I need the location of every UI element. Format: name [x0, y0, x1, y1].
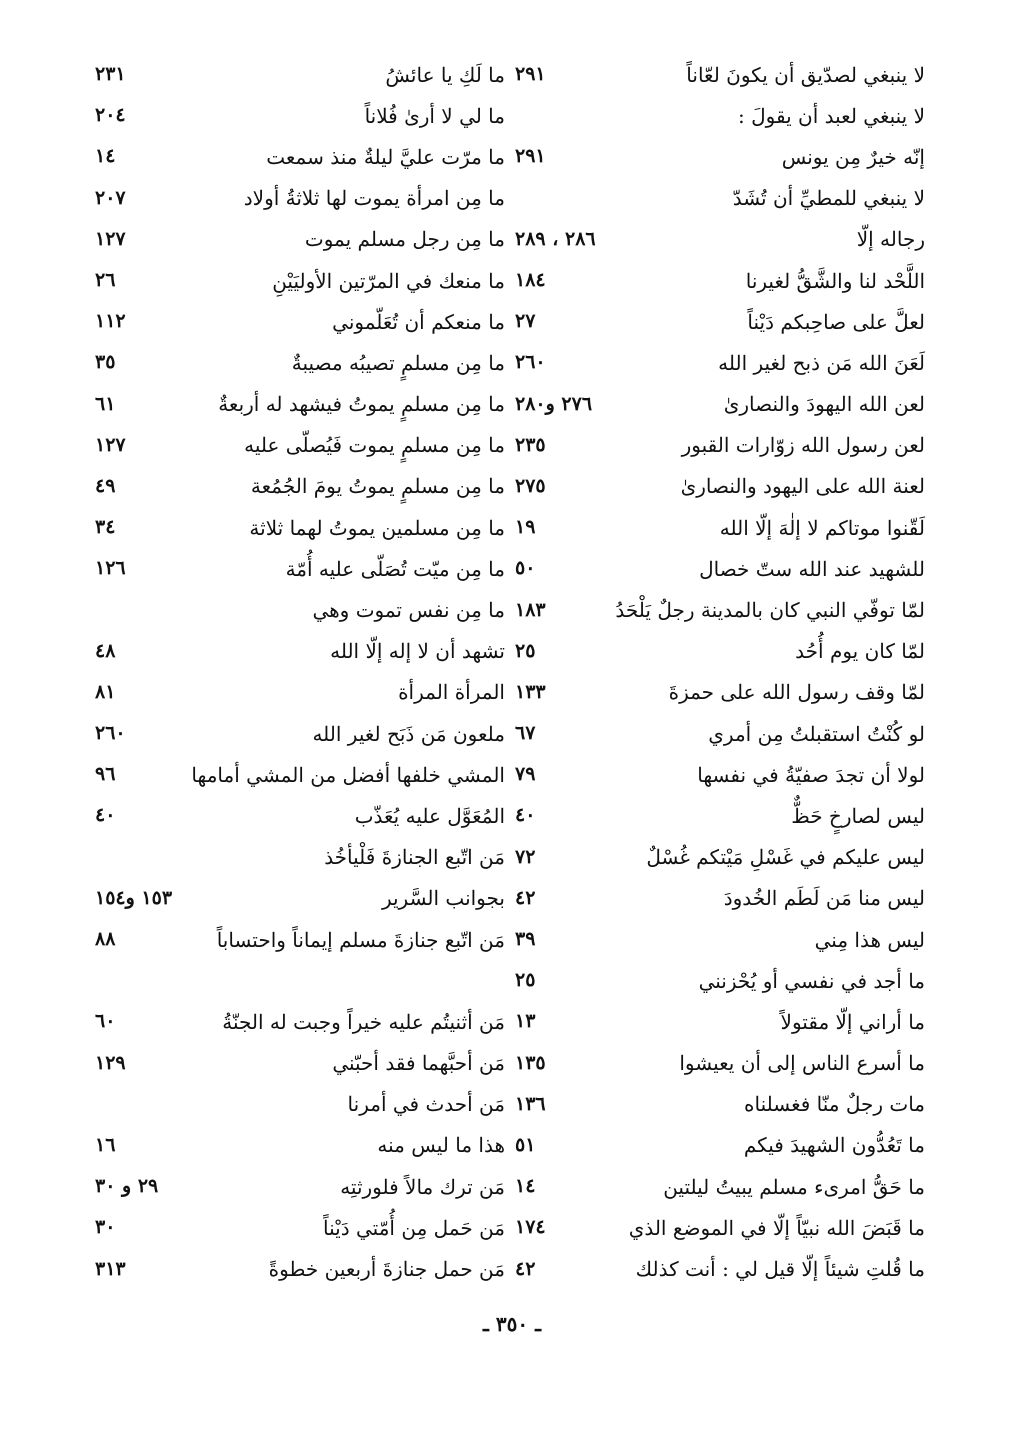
entry-page-number: ١٣٣ — [515, 680, 546, 703]
index-entry — [95, 507, 505, 548]
entry-text: اللَّحْد لنا والشَّقُّ لغيرنا — [745, 268, 925, 293]
index-entry — [95, 960, 505, 1001]
entry-text: المشي خلفها أفضل من المشي أمامها — [191, 762, 505, 787]
entry-text: لمّا توفّي النبي كان بالمدينة رجلٌ يَلْحَدُ — [615, 598, 925, 623]
entry-page-number: ٨١ — [95, 680, 116, 703]
entry-page-number: ٦٠ — [95, 1010, 116, 1033]
entry-text: لا ينبغي للمطيِّ أن تُشَدّ — [732, 186, 925, 211]
entry-page-number: ٣٩ — [515, 928, 536, 951]
entry-page-number: ٢٦٠ — [95, 722, 126, 745]
entry-page-number: ١٨٤ — [515, 269, 546, 292]
entry-text: مَن أحبَّهما فقد أحبّني — [332, 1051, 505, 1076]
index-entry — [95, 631, 505, 672]
index-entry — [95, 95, 505, 136]
entry-page-number: ١٣٦ — [515, 1092, 546, 1115]
index-entry — [515, 1248, 925, 1289]
entry-text: ما مِن مسلمٍ تصيبُه مصيبةٌ — [291, 350, 505, 375]
entry-page-number: ١٦ — [95, 1133, 116, 1156]
entry-page-number: ٧٩ — [515, 763, 536, 786]
entry-text: للشهيد عند الله ستّ خصال — [699, 556, 925, 581]
entry-text: لعلَّ على صاحِبكم دَيْناً — [747, 309, 925, 334]
entry-text: ما مرّت عليَّ ليلةٌ منذ سمعت — [266, 144, 505, 169]
entry-page-number: ٢٧٦ و٢٨٠ — [515, 392, 593, 415]
index-entry — [95, 466, 505, 507]
entry-text: ما حَقُّ امرىء مسلم يبيتُ ليلتين — [663, 1174, 925, 1199]
index-entry — [95, 384, 505, 425]
index-entry — [95, 837, 505, 878]
index-entry — [515, 466, 925, 507]
entry-page-number: ٨٨ — [95, 928, 116, 951]
entry-page-number: ١٨٣ — [515, 598, 546, 621]
entry-text: لا ينبغي لعبد أن يقولَ : — [738, 103, 925, 128]
index-entry — [95, 219, 505, 260]
entry-page-number: ٣٤ — [95, 516, 116, 539]
entry-text: المرأة المرأة — [398, 680, 505, 705]
entry-text: بجوانب السَّرير — [381, 886, 505, 911]
index-entry — [515, 713, 925, 754]
index-entry — [515, 754, 925, 795]
entry-page-number: ٢٣١ — [95, 63, 126, 86]
entry-text: مَن ترك مالاً فلورثتِه — [340, 1174, 505, 1199]
entry-page-number: ١٤ — [515, 1175, 536, 1198]
entry-page-number: ٢٠٤ — [95, 104, 126, 127]
entry-page-number: ٦١ — [95, 392, 116, 415]
entry-text: لمّا وقف رسول الله على حمزةَ — [668, 680, 925, 705]
index-entry — [515, 136, 925, 177]
index-entry — [515, 837, 925, 878]
entry-text: لمّا كان يوم أُحُد — [795, 639, 925, 664]
entry-text: رجاله إلّا — [856, 227, 925, 252]
entry-page-number: ٤٠ — [95, 804, 116, 827]
entry-text: ما مِن مسلمٍ يموتُ يومَ الجُمُعة — [250, 474, 505, 499]
index-entry — [95, 260, 505, 301]
entry-text: ما مِن ميّت تُصَلّى عليه أُمّة — [285, 556, 505, 581]
entry-page-number: ٧٢ — [515, 845, 536, 868]
entry-page-number: ٢٩١ — [515, 63, 546, 86]
entry-page-number: ١٢٧ — [95, 433, 126, 456]
entry-text: ما لَكِ يا عائشُ — [385, 62, 505, 87]
entry-text: ما قُلتِ شيئاً إلّا قيل لي : أنت كذلك — [635, 1257, 925, 1282]
entry-page-number: ٢٨٦ ، ٢٨٩ — [515, 227, 596, 250]
entry-text: مَن أحدث في أمرنا — [347, 1092, 505, 1117]
entry-text: مَن أثنيتُم عليه خيراً وجبت له الجنّةُ — [222, 1009, 505, 1034]
entry-text: ما تَعُدُّون الشهيدَ فيكم — [743, 1133, 925, 1158]
entry-page-number: ٤٢ — [515, 886, 536, 909]
entry-page-number: ٢٥ — [515, 969, 536, 992]
entry-page-number: ٣٥ — [95, 351, 116, 374]
index-entry — [515, 301, 925, 342]
entry-page-number: ٢٩ و ٣٠ — [95, 1175, 159, 1198]
index-entry — [95, 1043, 505, 1084]
index-entry — [515, 1043, 925, 1084]
entry-page-number: ٢٦ — [95, 269, 116, 292]
entry-text: ليس لصارخٍ حَظٌّ — [791, 803, 925, 828]
index-entry — [95, 878, 505, 919]
index-entry — [515, 631, 925, 672]
index-entry — [515, 342, 925, 383]
entry-page-number: ٢٧ — [515, 310, 536, 333]
entry-page-number: ٣١٣ — [95, 1257, 126, 1280]
index-entry — [515, 795, 925, 836]
entry-page-number: ١١٢ — [95, 310, 126, 333]
entry-text: ما منعك في المرّتين الأوليَيْنِ — [272, 268, 505, 293]
entry-text: مَن حمل جنازةَ أربعين خطوةً — [268, 1257, 505, 1282]
entry-text: ما مِن مسلمٍ يموت فَيُصلّى عليه — [244, 433, 505, 458]
entry-text: ما مِن نفس تموت وهي — [312, 598, 505, 623]
index-entry — [95, 342, 505, 383]
entry-page-number: ٩٦ — [95, 763, 116, 786]
left-column — [95, 54, 505, 1290]
entry-text: مَن اتّبع جنازةَ مسلم إيماناً واحتساباً — [216, 927, 505, 952]
entry-text: ما قَبَضَ الله نبيّاً إلّا في الموضع الذي — [628, 1215, 925, 1240]
entry-page-number: ١٢٧ — [95, 227, 126, 250]
index-entry — [515, 1125, 925, 1166]
index-entry — [95, 754, 505, 795]
entry-page-number: ٥٠ — [515, 557, 536, 580]
index-entry — [95, 795, 505, 836]
index-entry — [95, 548, 505, 589]
index-entry — [515, 178, 925, 219]
entry-page-number: ٤٠ — [515, 804, 536, 827]
index-entry — [95, 425, 505, 466]
index-entry — [515, 507, 925, 548]
page-number: ـ ٣٥٠ ـ — [483, 1312, 541, 1336]
entry-page-number: ١٩ — [515, 516, 536, 539]
entry-page-number: ١٣ — [515, 1010, 536, 1033]
index-entry — [515, 219, 925, 260]
entry-text: لا ينبغي لصدّيق أن يكونَ لعّاناً — [686, 62, 925, 87]
entry-text: ما أراني إلّا مقتولاً — [780, 1009, 925, 1034]
entry-page-number: ١٣٥ — [515, 1051, 546, 1074]
index-entry — [515, 384, 925, 425]
entry-text: ليس هذا مِني — [814, 927, 925, 952]
index-entry — [515, 672, 925, 713]
index-entry — [95, 1248, 505, 1289]
entry-page-number: ١٤ — [95, 145, 116, 168]
entry-text: لَقّنوا موتاكم لا إلٰهَ إلّا الله — [719, 515, 925, 540]
index-entry — [95, 919, 505, 960]
entry-text: ما مِن امرأة يموت لها ثلاثةُ أولاد — [243, 186, 505, 211]
index-entry — [95, 1166, 505, 1207]
entry-page-number: ١٥٣ و١٥٤ — [95, 886, 173, 909]
index-entry — [515, 919, 925, 960]
entry-text: المُعَوَّل عليه يُعَذّب — [354, 803, 505, 828]
index-entry — [515, 1084, 925, 1125]
index-entry — [515, 878, 925, 919]
index-entry — [95, 713, 505, 754]
entry-page-number: ٦٧ — [515, 722, 536, 745]
entry-page-number: ٢٦٠ — [515, 351, 546, 374]
entry-page-number: ٢٣٥ — [515, 433, 546, 456]
index-entry — [95, 54, 505, 95]
index-entry — [95, 589, 505, 630]
entry-page-number: ٤٩ — [95, 474, 116, 497]
entry-text: ملعون مَن ذَبَح لغير الله — [312, 721, 505, 746]
entry-text: ما أسرع الناس إلى أن يعيشوا — [679, 1051, 925, 1076]
entry-page-number: ٤٢ — [515, 1257, 536, 1280]
index-entry — [95, 672, 505, 713]
entry-text: إنّه خيرٌ مِن يونس — [781, 144, 925, 169]
index-entry — [515, 425, 925, 466]
index-entry — [515, 54, 925, 95]
index-entry — [515, 1001, 925, 1042]
entry-text: ليس منا مَن لَطَم الخُدودَ — [723, 886, 925, 911]
entry-text: مات رجلٌ منّا فغسلناه — [744, 1092, 925, 1117]
entry-text: ما منعكم أن تُعَلّموني — [332, 309, 505, 334]
entry-text: لعن الله اليهودَ والنصارىٰ — [723, 392, 925, 417]
right-column — [515, 54, 925, 1290]
entry-text: لو كُنْتُ استقبلتُ مِن أمري — [708, 721, 925, 746]
entry-text: لعنة الله على اليهود والنصارىٰ — [680, 474, 925, 499]
index-entry — [515, 960, 925, 1001]
entry-text: هذا ما ليس منه — [377, 1133, 505, 1158]
index-entry — [95, 136, 505, 177]
entry-page-number: ٢٩١ — [515, 145, 546, 168]
index-entry — [515, 1207, 925, 1248]
entry-text: ليس عليكم في غَسْلِ مَيْتكم غُسْلٌ — [646, 845, 925, 870]
entry-page-number: ١٧٤ — [515, 1216, 546, 1239]
entry-text: مَن اتّبع الجنازةَ فَلْيأخُذ — [324, 845, 505, 870]
entry-page-number: ١٢٩ — [95, 1051, 126, 1074]
entry-page-number: ٥١ — [515, 1133, 536, 1156]
entry-text: لعن رسول الله زوّارات القبور — [681, 433, 925, 458]
index-entry — [515, 1166, 925, 1207]
entry-text: لَعَنَ الله مَن ذبح لغير الله — [718, 350, 925, 375]
entry-text: ما لي لا أرىٰ فُلاناً — [364, 103, 505, 128]
entry-text: ما مِن مسلمٍ يموتُ فيشهد له أربعةٌ — [218, 392, 505, 417]
entry-text: مَن حَمل مِن أُمّتي دَيْناً — [323, 1215, 505, 1240]
index-entry — [95, 301, 505, 342]
index-entry — [95, 1084, 505, 1125]
index-entry — [95, 1207, 505, 1248]
entry-page-number: ٢٥ — [515, 639, 536, 662]
index-entry — [515, 260, 925, 301]
entry-page-number: ٤٨ — [95, 639, 116, 662]
entry-page-number: ٢٧٥ — [515, 474, 546, 497]
entry-text: تشهد أن لا إله إلّا الله — [330, 639, 505, 664]
index-entry — [515, 589, 925, 630]
index-entry — [95, 1125, 505, 1166]
entry-text: لولا أن تجدَ صفيّةُ في نفسها — [697, 762, 925, 787]
entry-page-number: ٣٠ — [95, 1216, 116, 1239]
index-entry — [515, 95, 925, 136]
entry-page-number: ١٢٦ — [95, 557, 126, 580]
index-entry — [515, 548, 925, 589]
index-entry — [95, 1001, 505, 1042]
index-entry — [95, 178, 505, 219]
entry-page-number: ٢٠٧ — [95, 186, 126, 209]
entry-text: ما مِن مسلمين يموتُ لهما ثلاثة — [249, 515, 505, 540]
entry-text: ما مِن رجل مسلم يموت — [304, 227, 505, 252]
entry-text: ما أجد في نفسي أو يُحْزنني — [698, 968, 925, 993]
